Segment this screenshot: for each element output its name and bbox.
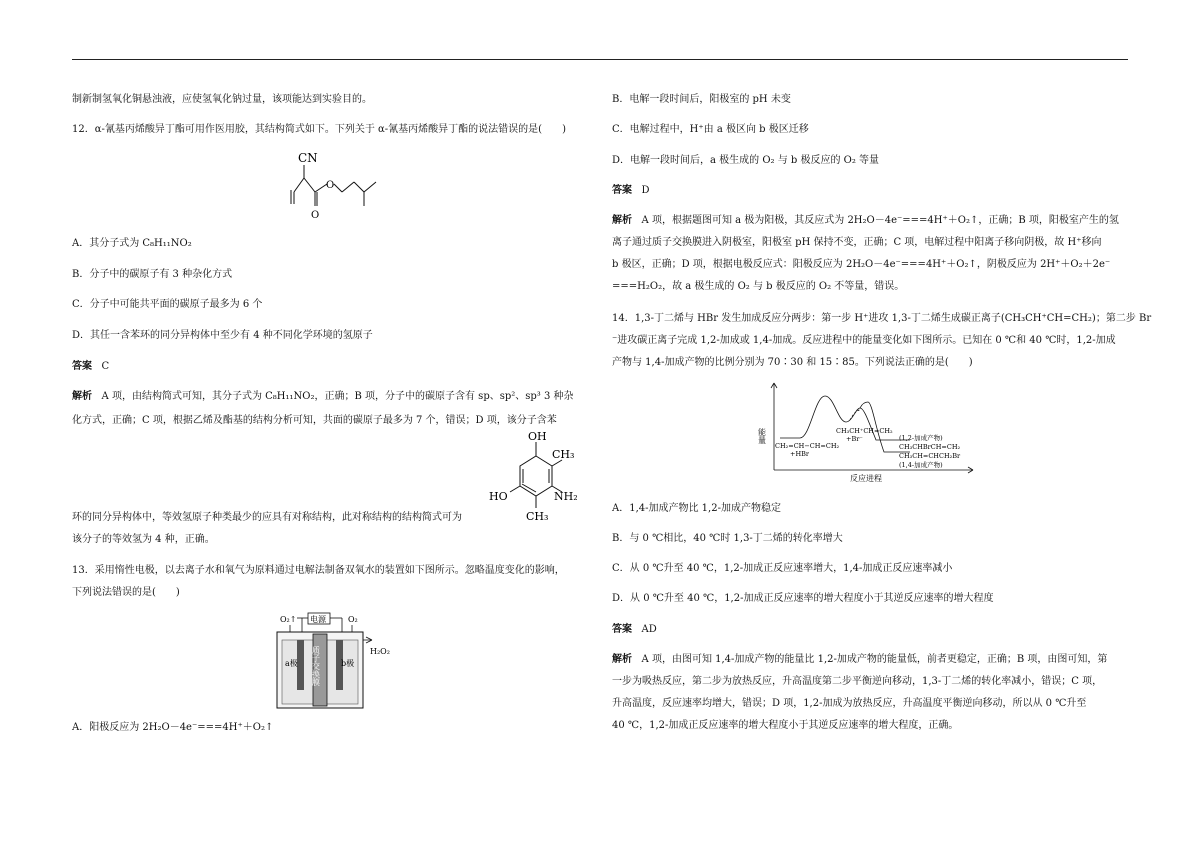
option-d-14: D．从 0 ℃升至 40 ℃，1,2-加成正反应速率的增大程度小于其逆反应速率的增大程度 [612,593,994,604]
explanation-label: 解析 [612,215,632,226]
explanation-12-line1 [72,389,574,404]
answer-value: C [101,361,110,372]
explanation-14-line2: 一步为吸热反应，第二步为放热反应，升高温度第二步平衡逆向移动，1,3-丁二烯的转化率减小，错误；C 项， [612,676,1103,687]
option-b-14: B．与 0 ℃相比，40 ℃时 1,3-丁二烯的转化率增大 [612,533,843,544]
carbonyl-o-label: O [311,210,320,221]
option-c-14: C．从 0 ℃升至 40 ℃，1,2-加成正反应速率增大，1,4-加成正反应速率减小 [612,563,953,574]
explanation-label: 解析 [612,654,632,665]
option-b-13: B．电解一段时间后，阳极室的 pH 未变 [612,94,791,105]
answer-row-14 [612,622,657,637]
explanation-14-line3: 升高温度，反应速率均增大，错误；D 项，1,2-加成为放热反应，升高温度平衡逆向移动，所以从 0 ℃升至 [612,698,1087,709]
option-b-12: B．分子中的碳原子有 3 种杂化方式 [72,269,233,280]
reactant-label: CH₂=CH−CH=CH₂ [775,442,840,450]
ch3-top-label: CH₃ [552,448,575,461]
hbr-label: +HBr [790,450,809,458]
explanation-12-line3: 环的同分异构体中，等效氢原子种类最少的应具有对称结构，此对称结构的结构简式可为 [72,512,462,523]
answer-label: 答案 [612,185,632,196]
p14-note-label: (1,4-加成产物) [899,461,943,469]
option-a-14: A．1,4-加成产物比 1,2-加成产物稳定 [612,503,781,514]
option-c-13: C．电解过程中，H⁺由 a 极区向 b 极区迁移 [612,124,809,135]
answer-value: D [641,185,650,196]
ester-o-label: O [326,180,335,191]
oh-label: OH [528,430,547,443]
h2o2-label: H₂O₂ [370,647,390,656]
option-d-12: D．其任一含苯环的同分异构体中至少有 4 种不同化学环境的氢原子 [72,330,373,341]
answer-row-13 [612,183,650,198]
question-12: 12．α-氰基丙烯酸异丁酯可用作医用胶，其结构简式如下。下列关于 α-氰基丙烯酸异丁酯的说法错误的是( ) [72,124,566,135]
header-rule [72,59,1128,60]
x-axis-label: 反应进程 [850,474,882,483]
power-label: 电源 [310,615,326,624]
explanation-text: A 项，由结构简式可知，其分子式为 C₈H₁₁NO₂，正确；B 项，分子中的碳原子含有 sp、sp²、sp³ 3 种杂 [101,391,574,402]
ho-label: HO [489,490,508,503]
option-d-13: D．电解一段时间后，a 极生成的 O₂ 与 b 极反应的 O₂ 等量 [612,155,880,166]
intermediate-label: CH₃CH⁺CH=CH₂ [836,427,893,435]
br-label: +Br⁻ [846,435,863,443]
o2-in-label: O₂ [348,615,358,624]
y-axis-label: 能量 [757,428,767,444]
explanation-label: 解析 [72,391,92,402]
explanation-12-line4: 该分子的等效氢为 4 种，正确。 [72,534,215,545]
cn-label: CN [298,151,318,165]
option-c-12: C．分子中可能共平面的碳原子最多为 6 个 [72,299,263,310]
text-line: 制新制氢氧化铜悬浊液，应使氢氧化钠过量，该项能达到实验目的。 [72,94,372,105]
explanation-12-line2: 化方式，正确；C 项，根据乙烯及酯基的结构分析可知，共面的碳原子最多为 7 个，错误；D 项，该分子含苯 [72,415,557,426]
structure-12-figure [282,148,382,220]
answer-label: 答案 [612,624,632,635]
question-14-line3: 产物与 1,4-加成产物的比例分别为 70∶30 和 15∶85。下列说法正确的是( ) [612,357,973,368]
electrolysis-cell-figure [272,610,402,710]
benzene-structure-figure [486,426,586,524]
anode-label: a极 [285,659,298,668]
explanation-14-line1 [612,652,1107,667]
option-a-12: A．其分子式为 C₈H₁₁NO₂ [72,238,192,249]
p12-note-label: (1,2-加成产物) [899,434,943,442]
explanation-text: A 项，根据题图可知 a 极为阳极，其反应式为 2H₂O－4e⁻===4H⁺＋O₂↑，正确；B 项，阳极室产生的氢 [641,215,1119,226]
explanation-text: A 项，由图可知 1,4-加成产物的能量比 1,2-加成产物的能量低，前者更稳定，正确；B 项，由图可知，第 [641,654,1108,665]
p14-label: CH₃CH=CHCH₂Br [899,452,961,460]
option-a-13: A．阳极反应为 2H₂O－4e⁻===4H⁺＋O₂↑ [72,722,274,733]
question-14-line2: ⁻进攻碳正离子完成 1,2-加成或 1,4-加成。反应进程中的能量变化如下图所示。已知在 0 ℃和 40 ℃时，1,2-加成 [612,335,1116,346]
explanation-13-line4: ===H₂O₂，故 a 极生成的 O₂ 与 b 极反应的 O₂ 不等量，错误。 [612,281,905,292]
explanation-14-line4: 40 ℃，1,2-加成正反应速率的增大程度小于其逆反应速率的增大程度，正确。 [612,720,959,731]
explanation-13-line2: 离子通过质子交换膜进入阴极室，阳极室 pH 保持不变，正确；C 项，电解过程中阳离子移向阴极，故 H⁺移向 [612,237,1102,248]
question-13-line1: 13．采用惰性电极，以去离子水和氧气为原料通过电解法制备双氧水的装置如下图所示。忽略温度变化的影响， [72,565,565,576]
answer-value: AD [641,624,657,635]
o2-out-label: O₂↑ [280,615,297,624]
cathode-label: b极 [341,659,355,668]
ch3-bottom-label: CH₃ [526,510,549,523]
energy-profile-figure [757,380,980,484]
explanation-13-line3: b 极区，正确；D 项，根据电极反应式：阳极反应为 2H₂O－4e⁻===4H⁺＋O₂↑，阴极反应为 2H⁺＋O₂＋2e⁻ [612,259,1111,270]
nh2-label: NH₂ [554,490,578,503]
explanation-13-line1 [612,213,1119,228]
question-13-line2: 下列说法错误的是( ) [72,587,180,598]
answer-label: 答案 [72,361,92,372]
question-14-line1: 14．1,3-丁二烯与 HBr 发生加成反应分两步：第一步 H⁺进攻 1,3-丁二烯生成碳正离子(CH₃CH⁺CH=CH₂)；第二步 Br [612,313,1152,324]
membrane-label: 质子交换膜 [311,646,321,686]
p12-label: CH₃CHBrCH=CH₂ [899,443,961,451]
answer-row-12 [72,359,109,374]
